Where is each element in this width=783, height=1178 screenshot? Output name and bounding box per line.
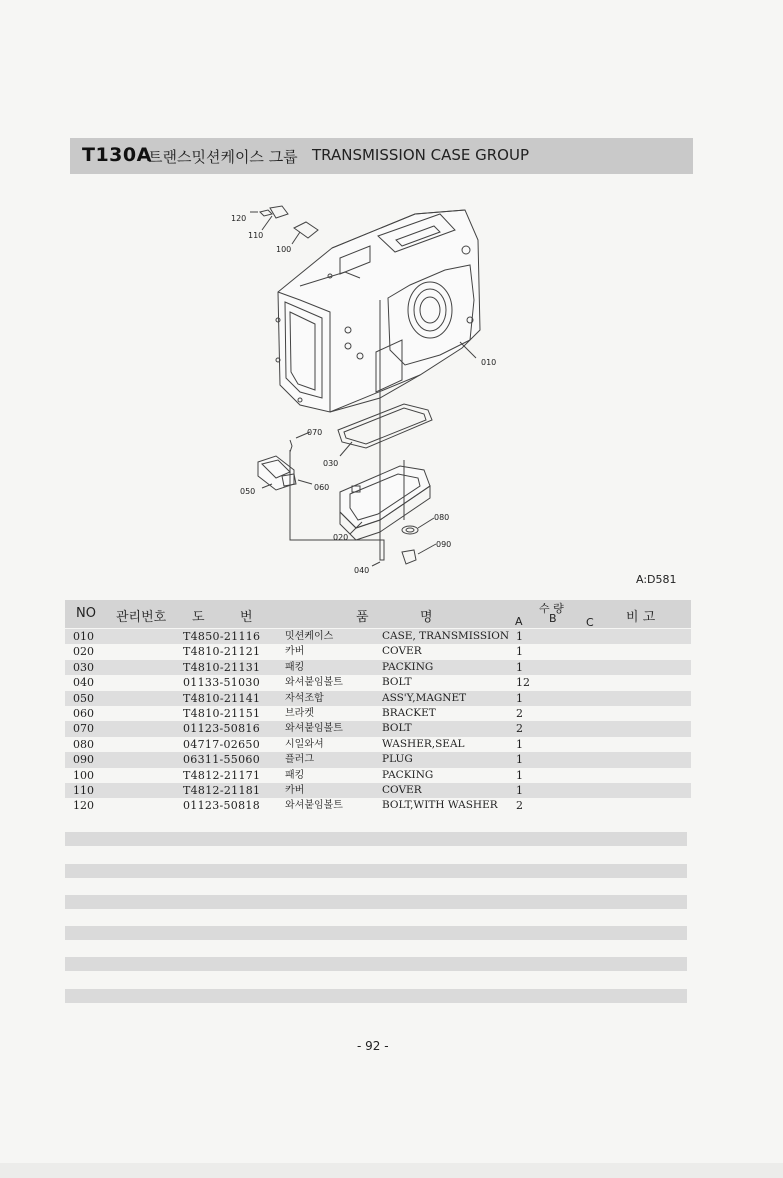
part-number: T4810-21131 bbox=[183, 660, 261, 674]
transmission-case-drawing bbox=[276, 210, 480, 412]
part-number: 06311-55060 bbox=[183, 753, 261, 767]
row-number: 100 bbox=[73, 768, 94, 782]
part-name-korean: 시일와셔 bbox=[285, 738, 324, 750]
callout-060: 060 bbox=[314, 483, 330, 492]
header-qty-b: B bbox=[549, 612, 557, 625]
part-name-english: BOLT,WITH WASHER bbox=[382, 799, 498, 812]
table-row bbox=[65, 691, 691, 706]
row-number: 080 bbox=[73, 737, 94, 751]
header-drawing: 도 bbox=[192, 610, 205, 625]
row-number: 110 bbox=[73, 784, 94, 797]
part-name-english: ASS'Y,MAGNET bbox=[382, 691, 467, 704]
quantity-a: 1 bbox=[516, 753, 523, 767]
callout-080: 080 bbox=[434, 513, 450, 522]
empty-row-stripe bbox=[65, 832, 687, 846]
part-number: T4850-21116 bbox=[183, 630, 261, 643]
part-number: T4812-21171 bbox=[183, 768, 261, 782]
part-name-korean: 패킹 bbox=[285, 769, 305, 781]
part-name-korean: 자석조합 bbox=[285, 692, 324, 704]
table-row bbox=[65, 644, 691, 659]
part-number: T4812-21181 bbox=[183, 784, 261, 797]
table-row bbox=[65, 706, 691, 721]
header-qty-a: A bbox=[515, 615, 523, 628]
scan-bottom-edge bbox=[0, 1163, 783, 1178]
empty-row-stripe bbox=[65, 895, 687, 909]
part-name-english: PACKING bbox=[382, 660, 434, 673]
part-number: 01123-50818 bbox=[183, 799, 261, 813]
header-no: NO bbox=[76, 606, 96, 621]
table-row bbox=[65, 660, 691, 675]
quantity-a: 2 bbox=[516, 722, 523, 736]
group-code: T130A bbox=[82, 144, 152, 166]
quantity-a: 12 bbox=[516, 676, 530, 690]
part-number: T4810-21151 bbox=[183, 707, 261, 720]
table-row bbox=[65, 737, 691, 752]
callout-070: 070 bbox=[307, 428, 323, 437]
part-name-english: BRACKET bbox=[382, 707, 436, 719]
row-number: 020 bbox=[73, 645, 94, 659]
part-name-english: CASE, TRANSMISSION bbox=[382, 630, 510, 642]
callout-010: 010 bbox=[481, 358, 497, 367]
empty-row-stripe bbox=[65, 989, 687, 1003]
packing-030-drawing bbox=[338, 404, 432, 448]
header-number: 번 bbox=[240, 610, 253, 625]
quantity-a: 1 bbox=[516, 660, 523, 674]
row-number: 070 bbox=[73, 722, 94, 736]
row-number: 090 bbox=[73, 753, 94, 767]
callout-040: 040 bbox=[354, 566, 370, 575]
table-row bbox=[65, 783, 691, 798]
header-item: 품 bbox=[356, 610, 369, 625]
header-mgmt-number: 관리번호 bbox=[116, 610, 167, 625]
part-name-korean: 와셔붙임볼트 bbox=[285, 677, 343, 689]
row-number: 010 bbox=[73, 630, 94, 643]
table-row bbox=[65, 768, 691, 783]
part-name-korean: 와셔붙임볼트 bbox=[285, 800, 343, 812]
empty-row-stripe bbox=[65, 957, 687, 971]
callout-030: 030 bbox=[323, 459, 339, 468]
group-title-korean: 트랜스밋션케이스 그룹 bbox=[148, 148, 298, 166]
header-qty-c: C bbox=[586, 616, 594, 629]
callout-110: 110 bbox=[248, 231, 264, 240]
row-number: 120 bbox=[73, 799, 94, 813]
top-cover-parts bbox=[260, 206, 318, 238]
callout-090: 090 bbox=[436, 540, 452, 549]
quantity-a: 1 bbox=[516, 737, 523, 751]
page-number: - 92 - bbox=[357, 1039, 389, 1053]
quantity-a: 2 bbox=[516, 707, 523, 720]
part-name-korean: 플러그 bbox=[285, 754, 314, 766]
part-number: 01123-50816 bbox=[183, 722, 261, 736]
quantity-a: 1 bbox=[516, 630, 523, 643]
cover-020-drawing bbox=[340, 466, 430, 540]
part-name-korean: 브라켓 bbox=[285, 708, 314, 719]
quantity-a: 1 bbox=[516, 691, 523, 705]
drawing-number: A:D581 bbox=[636, 573, 677, 586]
callout-020: 020 bbox=[333, 533, 349, 542]
part-name-english: PACKING bbox=[382, 768, 434, 781]
table-row bbox=[65, 798, 691, 813]
part-name-korean: 카버 bbox=[285, 785, 305, 796]
empty-row-stripe bbox=[65, 864, 687, 878]
part-number: T4810-21141 bbox=[183, 691, 261, 705]
table-row bbox=[65, 629, 691, 644]
empty-row-stripe bbox=[65, 926, 687, 940]
part-name-english: COVER bbox=[382, 784, 422, 796]
quantity-a: 2 bbox=[516, 799, 523, 813]
quantity-a: 1 bbox=[516, 784, 523, 797]
row-number: 060 bbox=[73, 707, 94, 720]
part-number: 04717-02650 bbox=[183, 737, 261, 751]
part-name-english: BOLT bbox=[382, 722, 412, 735]
row-number: 040 bbox=[73, 676, 94, 690]
part-name-korean: 패킹 bbox=[285, 661, 305, 673]
group-title-english: TRANSMISSION CASE GROUP bbox=[312, 146, 529, 164]
part-name-english: COVER bbox=[382, 645, 422, 658]
callout-050: 050 bbox=[240, 487, 256, 496]
part-name-english: PLUG bbox=[382, 753, 413, 766]
part-name-korean: 밋션케이스 bbox=[285, 631, 334, 642]
part-name-english: BOLT bbox=[382, 676, 412, 689]
part-name-korean: 와셔붙임볼트 bbox=[285, 723, 343, 735]
part-name-english: WASHER,SEAL bbox=[382, 737, 465, 750]
part-number: 01133-51030 bbox=[183, 676, 261, 690]
quantity-a: 1 bbox=[516, 768, 523, 782]
row-number: 030 bbox=[73, 660, 94, 674]
quantity-a: 1 bbox=[516, 645, 523, 659]
header-remarks: 비 고 bbox=[626, 610, 656, 625]
callout-120: 120 bbox=[231, 214, 247, 223]
table-row bbox=[65, 721, 691, 736]
header-quantity: 수 량 bbox=[539, 602, 564, 615]
row-number: 050 bbox=[73, 691, 94, 705]
header-name: 명 bbox=[420, 610, 433, 625]
part-number: T4810-21121 bbox=[183, 645, 261, 659]
part-name-korean: 카버 bbox=[285, 646, 305, 658]
table-row bbox=[65, 752, 691, 767]
table-row bbox=[65, 675, 691, 690]
callout-100: 100 bbox=[276, 245, 292, 254]
